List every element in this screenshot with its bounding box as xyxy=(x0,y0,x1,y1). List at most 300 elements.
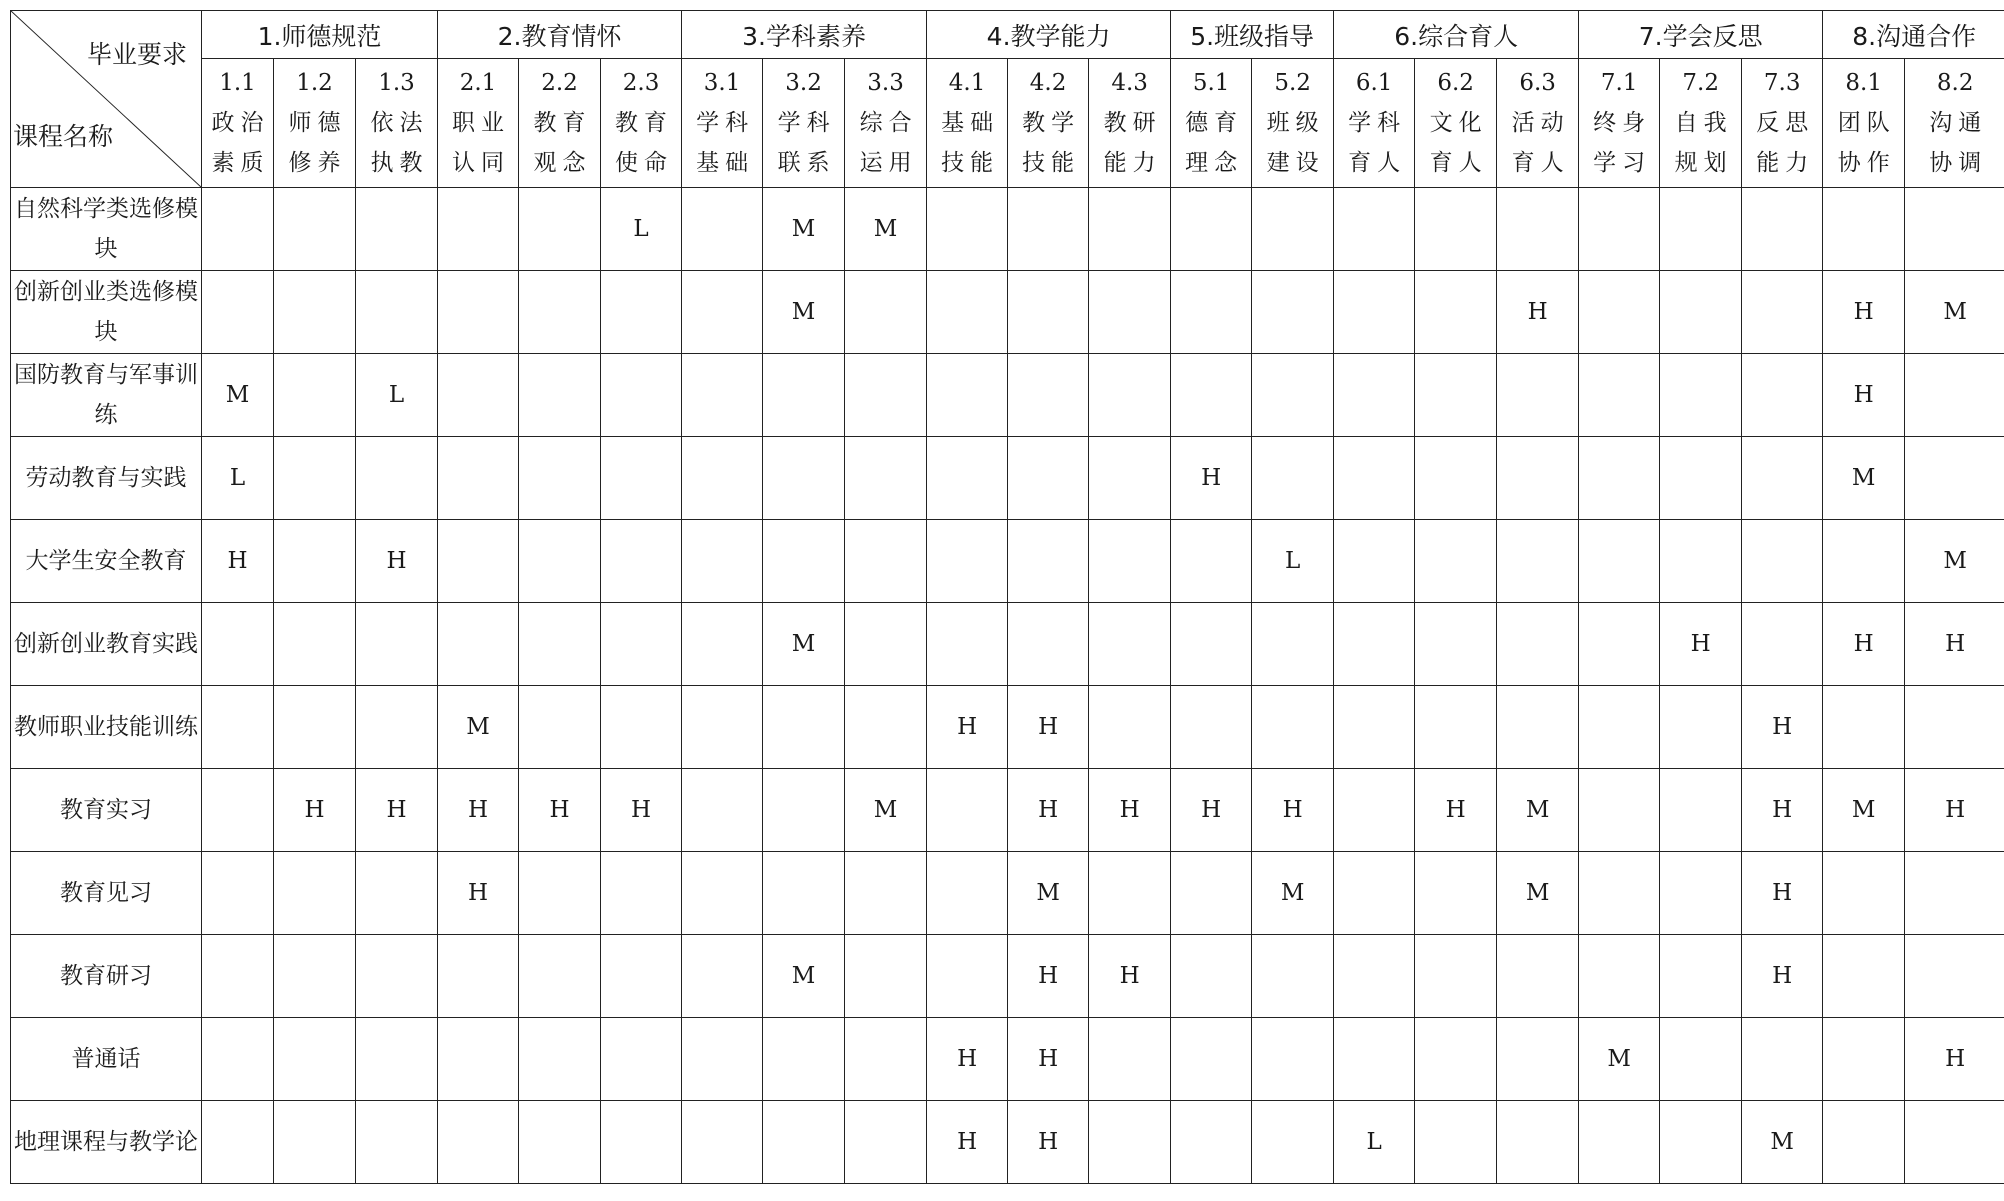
support-level-cell xyxy=(1742,354,1823,437)
support-level-cell xyxy=(1497,437,1579,520)
indicator-code: 6.1 xyxy=(1355,70,1393,96)
indicator-name-line2: 育人 xyxy=(1348,150,1407,176)
support-level-cell xyxy=(1660,354,1742,437)
support-level-cell xyxy=(1008,520,1089,603)
support-level-cell xyxy=(1823,852,1905,935)
support-level-cell xyxy=(202,935,274,1018)
indicator-code: 4.1 xyxy=(948,70,986,96)
support-level-cell xyxy=(1660,852,1742,935)
indicator-header xyxy=(682,59,763,188)
indicator-header xyxy=(1497,59,1579,188)
indicator-name-line1: 沟通 xyxy=(1929,110,1988,136)
indicator-name-line2: 联系 xyxy=(777,150,836,176)
support-level-cell: M xyxy=(1823,437,1905,520)
support-level-cell: H xyxy=(274,769,356,852)
course-name-cell: 教育研习 xyxy=(11,935,202,1018)
support-level-cell: M xyxy=(1742,1101,1823,1184)
indicator-name-line2: 规划 xyxy=(1674,150,1733,176)
support-level-cell: H xyxy=(438,769,519,852)
table-header xyxy=(11,11,2004,188)
support-level-cell xyxy=(1415,852,1497,935)
support-level-cell xyxy=(274,354,356,437)
support-level-cell: H xyxy=(1660,603,1742,686)
support-level-cell xyxy=(1089,354,1171,437)
support-level-cell xyxy=(438,603,519,686)
support-level-cell: H xyxy=(1008,1018,1089,1101)
support-level-cell: M xyxy=(1823,769,1905,852)
corner-label-requirements: 毕业要求 xyxy=(86,40,187,69)
support-level-cell xyxy=(1660,520,1742,603)
table-row xyxy=(11,437,2004,520)
table-body xyxy=(11,188,2004,1184)
support-level-cell xyxy=(202,1018,274,1101)
indicator-name-line1: 综合 xyxy=(859,110,918,136)
requirement-group-header: 4.教学能力 xyxy=(927,11,1171,59)
support-level-cell xyxy=(1660,1018,1742,1101)
indicator-name-line1: 德育 xyxy=(1185,110,1244,136)
support-level-cell xyxy=(1660,271,1742,354)
support-level-cell xyxy=(356,603,438,686)
indicator-name-line1: 终身 xyxy=(1593,110,1652,136)
support-level-cell xyxy=(601,1101,682,1184)
indicator-code: 4.3 xyxy=(1111,70,1148,96)
indicator-header xyxy=(1579,59,1660,188)
support-level-cell xyxy=(202,769,274,852)
requirement-group-header: 7.学会反思 xyxy=(1579,11,1823,59)
support-level-cell xyxy=(519,188,601,271)
support-level-cell xyxy=(1415,437,1497,520)
indicator-name-line2: 建设 xyxy=(1266,150,1325,176)
indicator-header xyxy=(1823,59,1905,188)
support-level-cell xyxy=(519,437,601,520)
support-level-cell xyxy=(601,437,682,520)
support-level-cell xyxy=(763,769,845,852)
support-level-cell xyxy=(1660,1101,1742,1184)
course-name-cell: 国防教育与军事训练 xyxy=(11,354,202,437)
support-level-cell xyxy=(927,603,1008,686)
indicator-name-line1: 反思 xyxy=(1756,110,1815,136)
support-level-cell xyxy=(356,271,438,354)
support-level-cell xyxy=(1415,520,1497,603)
support-level-cell xyxy=(1334,1018,1415,1101)
indicator-name-line1: 学科 xyxy=(696,110,755,136)
support-level-cell xyxy=(1089,188,1171,271)
support-level-cell: M xyxy=(1497,769,1579,852)
support-level-cell xyxy=(927,188,1008,271)
support-level-cell xyxy=(1905,1101,2004,1184)
support-level-cell xyxy=(601,354,682,437)
support-level-cell xyxy=(1334,603,1415,686)
support-level-cell xyxy=(1171,603,1252,686)
indicator-header xyxy=(202,59,274,188)
support-level-cell xyxy=(1171,1018,1252,1101)
support-level-cell: H xyxy=(1905,1018,2004,1101)
support-level-cell xyxy=(682,686,763,769)
support-level-cell xyxy=(1334,769,1415,852)
support-level-cell: H xyxy=(356,769,438,852)
indicator-name-line2: 学习 xyxy=(1593,150,1652,176)
support-level-cell xyxy=(274,520,356,603)
indicator-name-line1: 自我 xyxy=(1674,110,1733,136)
support-level-cell xyxy=(1171,852,1252,935)
support-level-cell: H xyxy=(1415,769,1497,852)
support-level-cell: L xyxy=(1252,520,1334,603)
indicator-code: 6.2 xyxy=(1437,70,1474,96)
support-level-cell: M xyxy=(845,188,927,271)
support-level-cell xyxy=(927,271,1008,354)
support-level-cell xyxy=(1252,1018,1334,1101)
support-level-cell xyxy=(519,271,601,354)
support-level-cell xyxy=(682,769,763,852)
course-name-cell: 大学生安全教育 xyxy=(11,520,202,603)
support-level-cell xyxy=(1823,935,1905,1018)
support-level-cell xyxy=(1579,437,1660,520)
indicator-name-line2: 执教 xyxy=(370,150,429,176)
support-level-cell xyxy=(1823,520,1905,603)
indicator-name-line2: 能力 xyxy=(1103,150,1162,176)
support-level-cell xyxy=(274,935,356,1018)
support-level-cell xyxy=(763,1101,845,1184)
support-level-cell xyxy=(845,603,927,686)
support-level-cell xyxy=(202,686,274,769)
support-level-cell xyxy=(1742,520,1823,603)
support-level-cell xyxy=(1334,852,1415,935)
support-level-cell: L xyxy=(1334,1101,1415,1184)
support-level-cell: H xyxy=(1497,271,1579,354)
support-level-cell xyxy=(519,1018,601,1101)
indicator-code: 5.2 xyxy=(1274,70,1311,96)
indicator-code: 3.3 xyxy=(867,70,904,96)
support-level-cell xyxy=(438,935,519,1018)
table-row xyxy=(11,769,2004,852)
support-level-cell xyxy=(1823,1018,1905,1101)
support-level-cell xyxy=(1823,1101,1905,1184)
indicator-name-line2: 修养 xyxy=(288,150,347,176)
support-level-cell xyxy=(1660,437,1742,520)
indicator-name-line1: 依法 xyxy=(370,110,429,136)
support-level-cell xyxy=(1334,437,1415,520)
support-level-cell xyxy=(438,520,519,603)
support-level-cell xyxy=(202,603,274,686)
support-level-cell xyxy=(1905,935,2004,1018)
support-level-cell xyxy=(845,271,927,354)
support-level-cell xyxy=(1905,188,2004,271)
indicator-header xyxy=(1905,59,2004,188)
indicator-header xyxy=(1089,59,1171,188)
support-level-cell xyxy=(1579,1101,1660,1184)
indicator-header xyxy=(519,59,601,188)
indicator-name-line2: 观念 xyxy=(533,150,592,176)
support-level-cell xyxy=(1008,354,1089,437)
support-level-cell xyxy=(1252,935,1334,1018)
indicator-name-line1: 活动 xyxy=(1511,110,1570,136)
support-level-cell xyxy=(1905,852,2004,935)
support-level-cell xyxy=(1579,354,1660,437)
indicator-name-line1: 教研 xyxy=(1103,110,1162,136)
support-level-cell xyxy=(1089,686,1171,769)
support-level-cell xyxy=(682,354,763,437)
support-level-cell xyxy=(274,437,356,520)
support-level-cell xyxy=(1008,437,1089,520)
support-level-cell xyxy=(356,1018,438,1101)
support-level-cell: L xyxy=(356,354,438,437)
indicator-code: 2.2 xyxy=(541,70,578,96)
support-level-cell xyxy=(274,271,356,354)
support-level-cell xyxy=(356,437,438,520)
indicator-code: 7.2 xyxy=(1682,70,1719,96)
support-level-cell xyxy=(763,520,845,603)
support-level-cell xyxy=(438,188,519,271)
support-level-cell xyxy=(356,1101,438,1184)
indicator-header xyxy=(1660,59,1742,188)
support-level-cell xyxy=(682,1101,763,1184)
table-row xyxy=(11,271,2004,354)
indicator-name-line2: 运用 xyxy=(859,150,918,176)
support-level-cell: M xyxy=(1579,1018,1660,1101)
support-level-cell xyxy=(1742,271,1823,354)
support-level-cell xyxy=(601,852,682,935)
requirement-group-header: 1.师德规范 xyxy=(202,11,438,59)
indicator-header xyxy=(1742,59,1823,188)
support-level-cell xyxy=(1089,852,1171,935)
support-level-cell xyxy=(519,354,601,437)
course-name-cell: 劳动教育与实践 xyxy=(11,437,202,520)
support-level-cell xyxy=(845,1018,927,1101)
support-level-cell xyxy=(845,437,927,520)
support-level-cell xyxy=(845,354,927,437)
support-level-cell xyxy=(1742,437,1823,520)
support-level-cell xyxy=(601,1018,682,1101)
support-level-cell xyxy=(1497,603,1579,686)
course-name-cell: 教育实习 xyxy=(11,769,202,852)
support-level-cell: M xyxy=(763,271,845,354)
indicator-name-line2: 协调 xyxy=(1929,150,1988,176)
indicator-code: 6.3 xyxy=(1519,70,1556,96)
support-level-cell xyxy=(1171,188,1252,271)
indicator-code: 5.1 xyxy=(1192,70,1230,96)
support-level-cell xyxy=(274,686,356,769)
support-level-cell xyxy=(202,852,274,935)
support-level-cell xyxy=(519,603,601,686)
indicator-header xyxy=(438,59,519,188)
corner-header-cell xyxy=(11,11,202,188)
support-level-cell: H xyxy=(1742,769,1823,852)
support-level-cell xyxy=(1089,520,1171,603)
support-level-cell xyxy=(1660,935,1742,1018)
support-level-cell: H xyxy=(1008,686,1089,769)
indicator-header xyxy=(1008,59,1089,188)
indicator-name-line1: 学科 xyxy=(777,110,836,136)
support-level-cell xyxy=(519,686,601,769)
support-level-cell xyxy=(845,852,927,935)
support-level-cell xyxy=(1252,271,1334,354)
support-level-cell: M xyxy=(1008,852,1089,935)
support-level-cell xyxy=(1008,188,1089,271)
support-level-cell: H xyxy=(1742,686,1823,769)
support-level-cell xyxy=(1171,686,1252,769)
support-level-cell: H xyxy=(438,852,519,935)
support-level-cell xyxy=(1171,935,1252,1018)
support-level-cell xyxy=(1415,271,1497,354)
support-level-cell xyxy=(601,935,682,1018)
support-level-cell: H xyxy=(1742,852,1823,935)
support-level-cell xyxy=(1823,686,1905,769)
support-level-cell xyxy=(1497,1018,1579,1101)
support-level-cell xyxy=(1905,686,2004,769)
indicator-name-line1: 团队 xyxy=(1837,110,1896,136)
support-level-cell xyxy=(274,603,356,686)
support-level-cell xyxy=(1415,686,1497,769)
indicator-name-line1: 师德 xyxy=(288,110,347,136)
support-level-cell xyxy=(274,1018,356,1101)
support-level-cell xyxy=(1415,603,1497,686)
header-indicator-row xyxy=(11,59,2004,188)
indicator-code: 3.2 xyxy=(785,70,822,96)
support-level-cell: H xyxy=(1008,1101,1089,1184)
support-level-cell xyxy=(1415,188,1497,271)
support-level-cell xyxy=(1497,354,1579,437)
indicator-name-line1: 教育 xyxy=(533,110,592,136)
indicator-name-line1: 教学 xyxy=(1022,110,1081,136)
indicator-header xyxy=(763,59,845,188)
requirement-group-header: 6.综合育人 xyxy=(1334,11,1579,59)
support-level-cell xyxy=(1089,437,1171,520)
indicator-header xyxy=(1415,59,1497,188)
support-level-cell xyxy=(682,188,763,271)
support-level-cell: H xyxy=(356,520,438,603)
indicator-header xyxy=(927,59,1008,188)
support-level-cell xyxy=(1497,520,1579,603)
indicator-code: 8.1 xyxy=(1845,70,1882,96)
support-level-cell xyxy=(601,271,682,354)
header-group-row xyxy=(11,11,2004,59)
indicator-code: 4.2 xyxy=(1029,70,1067,96)
support-level-cell xyxy=(438,354,519,437)
indicator-code: 8.2 xyxy=(1936,70,1974,96)
indicator-name-line2: 协作 xyxy=(1837,150,1896,176)
indicator-code: 2.3 xyxy=(622,70,660,96)
support-level-cell xyxy=(1252,603,1334,686)
table-row xyxy=(11,935,2004,1018)
support-level-cell: H xyxy=(1252,769,1334,852)
indicator-name-line1: 学科 xyxy=(1348,110,1407,136)
support-level-cell xyxy=(682,935,763,1018)
support-level-cell xyxy=(1334,686,1415,769)
support-level-cell xyxy=(202,188,274,271)
support-level-cell xyxy=(601,520,682,603)
support-level-cell: M xyxy=(438,686,519,769)
indicator-code: 1.3 xyxy=(378,70,415,96)
course-name-cell: 地理课程与教学论 xyxy=(11,1101,202,1184)
support-level-cell: H xyxy=(1823,603,1905,686)
requirement-group-header: 8.沟通合作 xyxy=(1823,11,2004,59)
indicator-name-line2: 技能 xyxy=(1022,150,1081,176)
support-level-cell xyxy=(1252,188,1334,271)
support-level-cell xyxy=(1252,354,1334,437)
support-level-cell xyxy=(1334,935,1415,1018)
support-level-cell xyxy=(927,852,1008,935)
support-level-cell: H xyxy=(1008,935,1089,1018)
indicator-name-line2: 基础 xyxy=(696,150,755,176)
support-level-cell xyxy=(1497,188,1579,271)
support-level-cell xyxy=(1252,686,1334,769)
support-level-cell xyxy=(1415,1018,1497,1101)
support-level-cell: H xyxy=(1089,769,1171,852)
support-level-cell xyxy=(1579,686,1660,769)
support-level-cell xyxy=(1579,271,1660,354)
support-level-cell xyxy=(845,686,927,769)
support-level-cell xyxy=(1415,1101,1497,1184)
support-level-cell xyxy=(438,437,519,520)
support-level-cell: M xyxy=(763,188,845,271)
support-level-cell xyxy=(356,935,438,1018)
support-level-cell: H xyxy=(1823,271,1905,354)
support-level-cell xyxy=(1660,686,1742,769)
support-level-cell xyxy=(1742,188,1823,271)
support-level-cell: H xyxy=(1905,603,2004,686)
support-level-cell xyxy=(1579,852,1660,935)
indicator-name-line2: 育人 xyxy=(1511,150,1570,176)
support-level-cell: L xyxy=(601,188,682,271)
support-level-cell xyxy=(1334,354,1415,437)
support-level-cell xyxy=(927,354,1008,437)
support-level-cell: M xyxy=(1905,520,2004,603)
course-name-cell: 自然科学类选修模块 xyxy=(11,188,202,271)
support-level-cell: H xyxy=(1008,769,1089,852)
support-level-cell xyxy=(1171,1101,1252,1184)
indicator-header xyxy=(274,59,356,188)
support-level-cell xyxy=(763,1018,845,1101)
support-level-cell xyxy=(356,686,438,769)
indicator-name-line2: 能力 xyxy=(1756,150,1815,176)
indicator-name-line2: 理念 xyxy=(1185,150,1244,176)
table-row xyxy=(11,603,2004,686)
indicator-code: 3.1 xyxy=(703,70,741,96)
support-level-cell: H xyxy=(519,769,601,852)
support-level-cell: H xyxy=(1905,769,2004,852)
indicator-header xyxy=(845,59,927,188)
support-level-cell xyxy=(1660,769,1742,852)
support-level-cell: H xyxy=(927,1018,1008,1101)
support-level-cell xyxy=(927,935,1008,1018)
indicator-header xyxy=(1334,59,1415,188)
support-level-cell xyxy=(438,271,519,354)
support-level-cell: H xyxy=(927,1101,1008,1184)
support-level-cell xyxy=(1579,935,1660,1018)
indicator-name-line2: 技能 xyxy=(941,150,1000,176)
support-level-cell xyxy=(438,1101,519,1184)
support-level-cell xyxy=(845,935,927,1018)
requirement-group-header: 2.教育情怀 xyxy=(438,11,682,59)
course-name-cell: 普通话 xyxy=(11,1018,202,1101)
support-level-cell xyxy=(1415,354,1497,437)
support-level-cell xyxy=(682,520,763,603)
support-level-cell xyxy=(1742,603,1823,686)
support-level-cell xyxy=(356,188,438,271)
support-level-cell: M xyxy=(763,935,845,1018)
support-level-cell xyxy=(356,852,438,935)
support-level-cell xyxy=(601,686,682,769)
support-level-cell: H xyxy=(1171,437,1252,520)
support-level-cell xyxy=(1497,686,1579,769)
support-level-cell xyxy=(1660,188,1742,271)
support-level-cell xyxy=(845,520,927,603)
indicator-name-line2: 认同 xyxy=(452,150,511,176)
support-level-cell xyxy=(519,935,601,1018)
support-level-cell xyxy=(1334,520,1415,603)
table-row xyxy=(11,686,2004,769)
indicator-name-line2: 育人 xyxy=(1429,150,1488,176)
